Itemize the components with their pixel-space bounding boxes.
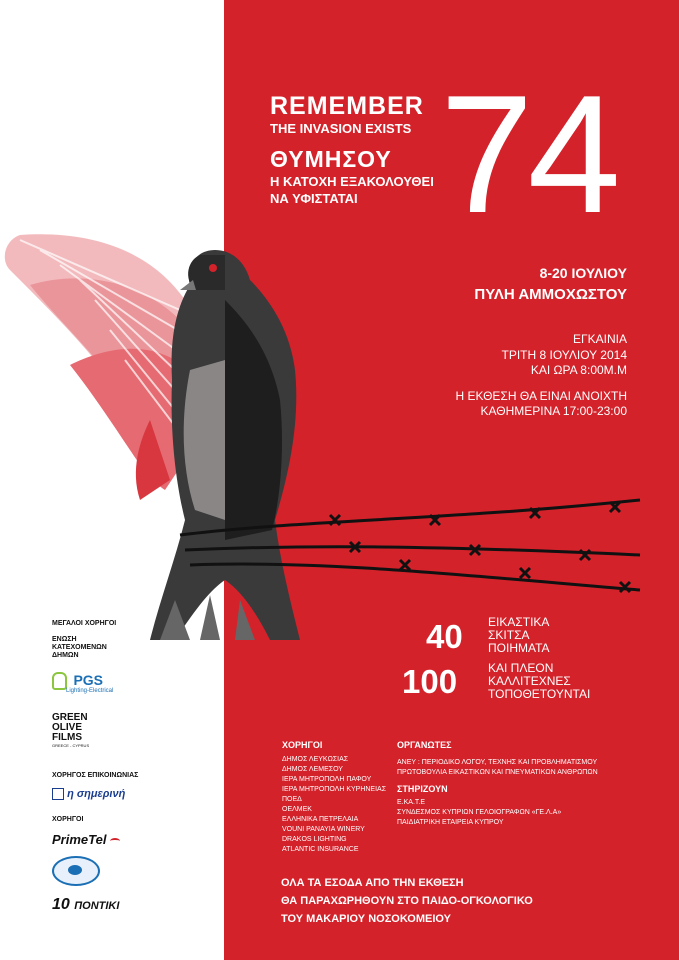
sponsors-left-header: ΧΟΡΗΓΟΙ — [52, 816, 84, 823]
subtitle-english: THE INVASION EXISTS — [270, 121, 412, 136]
logo-gof-line2: OLIVE — [52, 722, 83, 733]
sponsor-item: ΟΕΛΜΕΚ — [282, 806, 312, 813]
logo-pontiki-text: ΠΟΝΤΙΚΙ — [74, 900, 120, 912]
logo-gof-line1: GREEN — [52, 712, 88, 723]
sponsor-item: DRAKOS LIGHTING — [282, 836, 347, 843]
supporter-item: ΣΥΝΔΕΣΜΟΣ ΚΥΠΡΙΩΝ ΓΕΛΟΙΟΓΡΑΦΩΝ «ΓΕ.Λ.Α» — [397, 809, 562, 816]
swoosh-icon — [110, 838, 120, 844]
logo-enosi — [52, 636, 107, 660]
works-label-2: ΣΚΙΤΣΑ — [488, 628, 530, 642]
logo-pgs-sub: Lighting-Electrical — [66, 688, 114, 695]
sponsor-item: ATLANTIC INSURANCE — [282, 846, 359, 853]
logo-enosi-line3: ΔΗΜΩΝ — [52, 652, 79, 659]
logo-simerini — [52, 788, 125, 800]
logo-pontiki-number: 10 — [52, 896, 70, 913]
simerini-mark-icon — [52, 788, 64, 800]
organizers-list — [397, 758, 598, 778]
logo-simerini-text: η σημερινή — [67, 788, 126, 800]
logo-primetel — [52, 832, 120, 847]
communication-sponsor-header: ΧΟΡΗΓΟΣ ΕΠΙΚΟΙΝΩΝΙΑΣ — [52, 772, 139, 779]
works-count: 40 — [426, 618, 463, 655]
supporter-item: Ε.ΚΑ.Τ.Ε — [397, 799, 426, 806]
opening-time: ΚΑΙ ΩΡΑ 8:00Μ.Μ — [530, 363, 627, 377]
bulb-icon — [52, 672, 67, 690]
logo-pontiki — [52, 896, 119, 914]
sponsor-item: VOUNI PANAYIA WINERY — [282, 826, 365, 833]
footer-note — [281, 874, 533, 928]
sponsor-item: ΕΛΛΗΝΙΚΑ ΠΕΤΡΕΛΑΙΑ — [282, 816, 359, 823]
logo-pgs — [52, 672, 114, 696]
supporters-list — [397, 798, 561, 828]
dove-wing — [5, 234, 185, 500]
works-label-1: ΕΙΚΑΣΤΙΚΑ — [488, 615, 550, 629]
footer-line3: ΤΟΥ ΜΑΚΑΡΙΟΥ ΝΟΣΟΚΟΜΕΙΟΥ — [281, 913, 451, 925]
event-venue: ΠΥΛΗ ΑΜΜΟΧΩΣΤΟΥ — [474, 286, 627, 303]
artists-label-1: ΚΑΙ ΠΛΕΟΝ — [488, 661, 554, 675]
sponsors-list — [282, 755, 386, 855]
supporters-header: ΣΤΗΡΙΖΟΥΝ — [397, 784, 448, 794]
works-label-3: ΠΟΙΗΜΑΤΑ — [488, 641, 550, 655]
logo-gof-sub: GREECE - CYPRUS — [52, 743, 90, 748]
subtitle-greek-line2: ΝΑ ΥΦΙΣΤΑΤΑΙ — [270, 191, 358, 206]
footer-line2: ΘΑ ΠΑΡΑΧΩΡΗΘΟΥΝ ΣΤΟ ΠΑΙΔΟ-ΟΓΚΟΛΟΓΙΚΟ — [281, 895, 533, 907]
logo-green-olive-films — [52, 713, 89, 749]
event-dates: 8-20 ΙΟΥΛΙΟΥ — [539, 265, 627, 281]
sponsor-item: ΔΗΜΟΣ ΛΕΥΚΩΣΙΑΣ — [282, 756, 349, 763]
supporter-item: ΠΑΙΔΙΑΤΡΙΚΗ ΕΤΑΙΡΕΙΑ ΚΥΠΡΟΥ — [397, 819, 504, 826]
title-english: REMEMBER — [270, 92, 424, 120]
sponsor-item: ΙΕΡΑ ΜΗΤΡΟΠΟΛΗ ΠΑΦΟΥ — [282, 776, 372, 783]
sponsor-item: ΙΕΡΑ ΜΗΤΡΟΠΟΛΗ ΚΥΡΗΝΕΙΑΣ — [282, 786, 387, 793]
major-sponsors-header: ΜΕΓΑΛΟΙ ΧΟΡΗΓΟΙ — [52, 620, 117, 627]
artists-label-3: ΤΟΠΟΘΕΤΟΥΝΤΑΙ — [488, 687, 591, 701]
sponsor-item: ΔΗΜΟΣ ΛΕΜΕΣΟΥ — [282, 766, 343, 773]
logo-circle-emblem — [52, 856, 100, 886]
exhibition-hours-line2: ΚΑΘΗΜΕΡΙΝΑ 17:00-23:00 — [480, 404, 627, 418]
subtitle-greek-line1: Η ΚΑΤΟΧΗ ΕΞΑΚΟΛΟΥΘΕΙ — [270, 174, 434, 189]
footer-line1: ΟΛΑ ΤΑ ΕΣΟΔΑ ΑΠΟ ΤΗΝ ΕΚΘΕΣΗ — [281, 877, 464, 889]
organizer-item: ΑΝΕΥ : ΠΕΡΙΟΔΙΚΟ ΛΟΓΟΥ, ΤΕΧΝΗΣ ΚΑΙ ΠΡΟΒΛΗΜΑΤΙΣΜΟΥ — [397, 759, 598, 766]
sponsors-header: ΧΟΡΗΓΟΙ — [282, 740, 323, 750]
opening-date: ΤΡΙΤΗ 8 ΙΟΥΛΙΟΥ 2014 — [501, 348, 627, 362]
artists-count: 100 — [402, 663, 458, 700]
sponsor-item: ΠΟΕΔ — [282, 796, 302, 803]
emblem-icon — [68, 865, 82, 875]
organizer-item: ΠΡΩΤΟΒΟΥΛΙΑ ΕΙΚΑΣΤΙΚΩΝ ΚΑΙ ΠΝΕΥΜΑΤΙΚΩΝ ΑΝΘΡΩΠΩΝ — [397, 769, 598, 776]
organizers-header: ΟΡΓΑΝΩΤΕΣ — [397, 740, 452, 750]
logo-primetel-text: PrimeTel — [52, 832, 107, 847]
logo-enosi-line1: ΕΝΩΣΗ — [52, 636, 77, 643]
big-number-74: 74 — [440, 60, 615, 248]
logo-gof-line3: FILMS — [52, 732, 82, 743]
logo-enosi-line2: ΚΑΤΕΧΟΜΕΝΩΝ — [52, 644, 107, 651]
logo-pgs-text: PGS — [73, 672, 104, 689]
title-greek: ΘΥΜΗΣΟΥ — [270, 146, 392, 172]
exhibition-hours-line1: Η ΕΚΘΕΣΗ ΘΑ ΕΙΝΑΙ ΑΝΟΙΧΤΗ — [455, 389, 627, 403]
opening-title: ΕΓΚΑΙΝΙΑ — [573, 332, 627, 346]
artists-label-2: ΚΑΛΛΙΤΕΧΝΕΣ — [488, 674, 571, 688]
